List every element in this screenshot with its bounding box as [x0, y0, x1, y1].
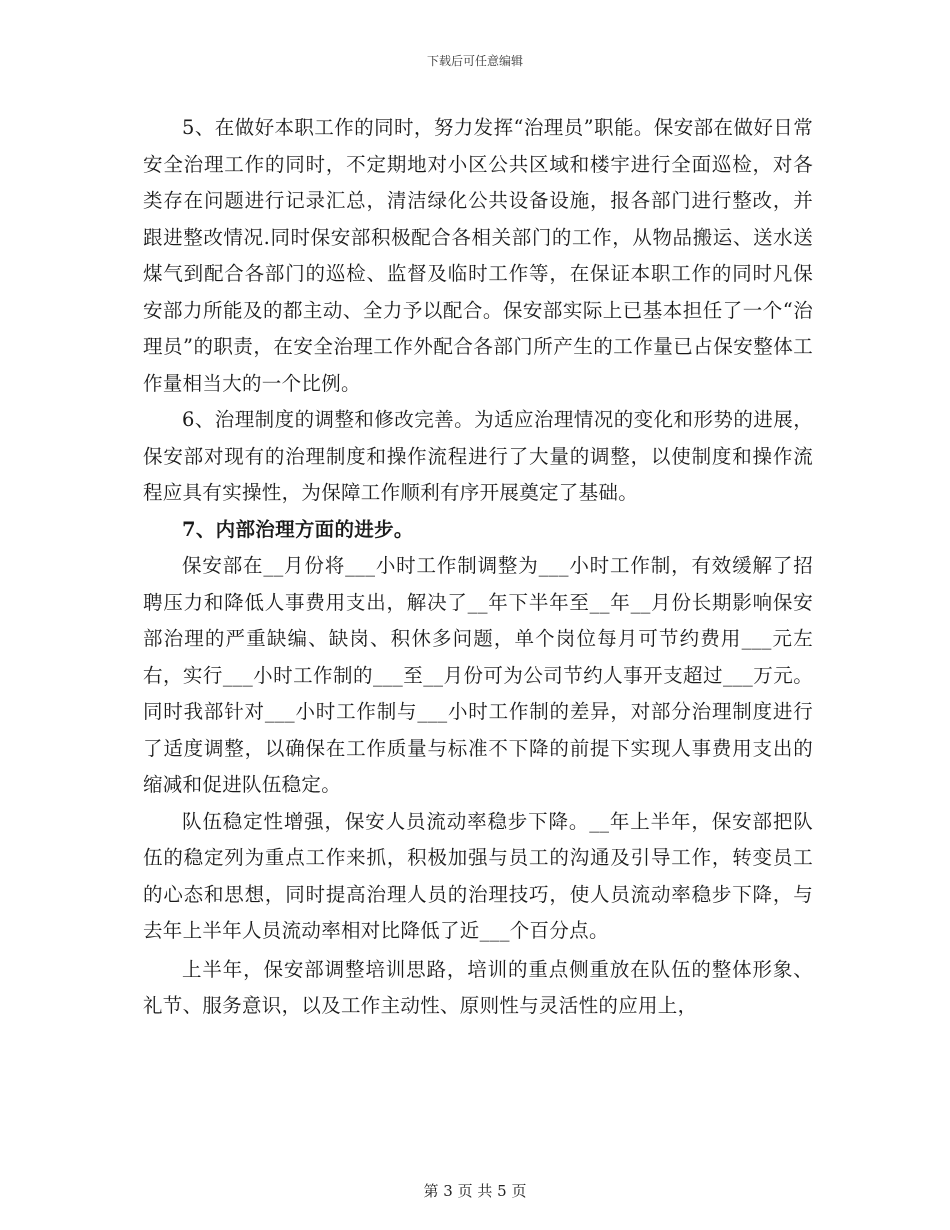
page-header: 下载后可任意编辑 [426, 54, 523, 68]
paragraph-training: 上半年，保安部调整培训思路，培训的重点侧重放在队伍的整体形象、礼节、服务意识，以及工作主动性、原则性与灵活性的应用上， [143, 957, 813, 1017]
document-body [143, 110, 813, 1025]
paragraph-team-stability: 队伍稳定性增强，保安人员流动率稳步下降。__年上半年，保安部把队伍的稳定列为重点工作来抓，积极加强与员工的沟通及引导工作，转变员工的心态和思想，同时提高治理人员的治理技巧，使人员流动率稳步下降，与去年上半年人员流动率相对比降低了近___个百分点。 [143, 809, 813, 942]
page-number-footer: 第 3 页 共 5 页 [423, 1182, 527, 1200]
paragraph-item-5: 5、在做好本职工作的同时，努力发挥“治理员”职能。保安部在做好日常安全治理工作的同时，不定期地对小区公共区域和楼宇进行全面巡检，对各类存在问题进行记录汇总，清洁绿化公共设备设施，报各部门进行整改，并跟进整改情况.同时保安部积极配合各相关部门的工作，从物品搬运、送水送煤气到配合各部门的巡检、监督及临时工作等，在保证本职工作的同时凡保安部力所能及的都主动、全力予以配合。保安部实际上已基本担任了一个“治理员”的职责，在安全治理工作外配合各部门所产生的工作量已占保安整体工作量相当大的一个比例。 [143, 116, 813, 395]
section-heading-7: 7、内部治理方面的进步。 [182, 517, 414, 541]
paragraph-shift-system: 保安部在__月份将___小时工作制调整为___小时工作制，有效缓解了招聘压力和降低人事费用支出，解决了__年下半年至__年__月份长期影响保安部治理的严重缺编、缺岗、积休多问题，单个岗位每月可节约费用___元左右，实行___小时工作制的___至__月份可为公司节约人事开支超过___万元。同时我部针对___小时工作制与___小时工作制的差异，对部分治理制度进行了适度调整，以确保在工作质量与标准不下降的前提下实现人事费用支出的缩减和促进队伍稳定。 [143, 554, 813, 796]
paragraph-item-6: 6、治理制度的调整和修改完善。为适应治理情况的变化和形势的进展，保安部对现有的治理制度和操作流程进行了大量的调整，以使制度和操作流程应具有实操性，为保障工作顺利有序开展奠定了基础。 [143, 408, 813, 504]
